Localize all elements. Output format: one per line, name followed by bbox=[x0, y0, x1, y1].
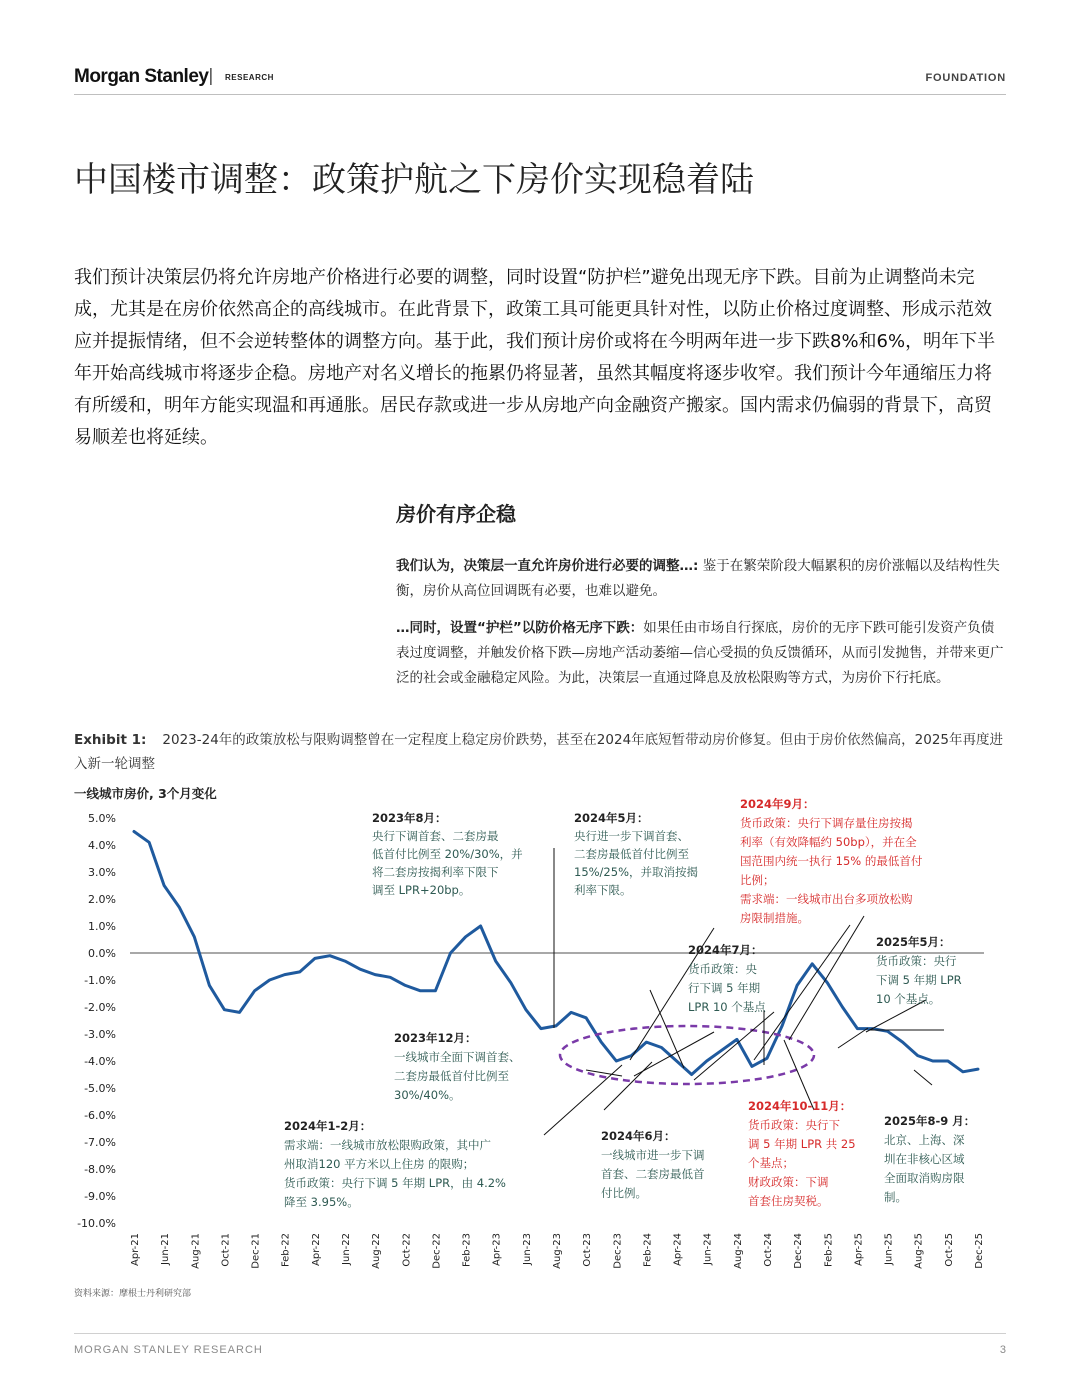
x-tick-label: Apr-23 bbox=[491, 1233, 503, 1266]
annotation-line: 个基点； bbox=[748, 1156, 794, 1170]
annotation-leader bbox=[838, 1028, 868, 1048]
annotation-line: 货币政策：央行 bbox=[876, 954, 957, 968]
annotation-leader bbox=[754, 925, 850, 1060]
chart-title: 一线城市房价, 3个月变化 bbox=[74, 786, 217, 801]
annotation-title: 2024年7月： bbox=[688, 943, 763, 957]
y-tick-label: -8.0% bbox=[84, 1163, 116, 1176]
annotation-line: 圳在非核心区域 bbox=[884, 1152, 965, 1166]
annotation-line: 一线城市进一步下调 bbox=[601, 1148, 705, 1162]
x-tick-label: Oct-23 bbox=[582, 1233, 594, 1267]
body-paragraph-2 bbox=[396, 616, 1006, 691]
annotation-leader bbox=[604, 1062, 652, 1110]
y-tick-label: -10.0% bbox=[77, 1217, 116, 1230]
y-tick-label: 1.0% bbox=[88, 920, 116, 933]
y-tick-label: -3.0% bbox=[84, 1028, 116, 1041]
annotation-title: 2024年5月： bbox=[574, 811, 649, 825]
y-tick-label: -2.0% bbox=[84, 1001, 116, 1014]
annotation-line: 二套房最低首付比例至 bbox=[394, 1069, 509, 1083]
annotation-line: 货币政策：央行下 bbox=[748, 1118, 840, 1132]
paragraph-lead: 我们认为，决策层一直允许房价进行必要的调整…: bbox=[396, 558, 699, 574]
y-tick-label: 3.0% bbox=[88, 866, 116, 879]
header-divider bbox=[74, 94, 1006, 95]
x-tick-label: Jun-22 bbox=[341, 1233, 352, 1265]
annotation-line: 央行下调首套、二套房最 bbox=[372, 829, 499, 843]
paragraph-lead: …同时，设置“护栏”以防价格无序下跌： bbox=[396, 620, 644, 636]
annotation-line: 州取消120 平方米以上住房 的限购； bbox=[284, 1157, 475, 1171]
intro-paragraph: 我们预计决策层仍将允许房地产价格进行必要的调整，同时设置“防护栏”避免出现无序下跌。目前为止调整尚未完成，尤其是在房价依然高企的高线城市。在此背景下，政策工具可能更具针对性，以防止价格过度调整、形成示范效应并提振情绪，但不会逆转整体的调整方向。基于此，我们预计房价或将在今明两年进一步下跌8%和6%，明年下半年开始高线城市将逐步企稳。房地产对名义增长的拖累仍将显著，虽然其幅度将逐步收窄。我们预计今年通缩压力将有所缓和，明年方能实现温和再通胀。居民存款或进一步从房地产向金融资产搬家。国内需求仍偏弱的背景下，高贸易顺差也将延续。 bbox=[74, 267, 996, 448]
y-tick-label: -1.0% bbox=[84, 974, 116, 987]
annotation-line: 北京、上海、深 bbox=[884, 1133, 965, 1147]
x-tick-label: Jun-21 bbox=[160, 1233, 172, 1265]
x-tick-label: Dec-23 bbox=[612, 1233, 624, 1269]
annotation-line: 货币政策：央行下调 5 年期 LPR，由 4.2% bbox=[284, 1176, 506, 1190]
annotation-title: 2025年8-9 月： bbox=[884, 1114, 976, 1128]
x-tick-label: Aug-21 bbox=[190, 1233, 202, 1269]
source-note: 资料来源：摩根士丹利研究部 bbox=[74, 1289, 192, 1299]
annotation-leader bbox=[914, 1070, 932, 1085]
annotation-title: 2024年1-2月： bbox=[284, 1119, 372, 1133]
x-tick-label: Oct-25 bbox=[943, 1233, 955, 1267]
annotation-line: 将二套房按揭利率下限下 bbox=[372, 865, 499, 879]
annotation-leader bbox=[694, 1012, 774, 1080]
y-tick-label: 4.0% bbox=[88, 839, 116, 852]
annotation-title: 2023年8月： bbox=[372, 811, 447, 825]
x-tick-label: Aug-24 bbox=[732, 1233, 744, 1269]
x-tick-label: Feb-23 bbox=[461, 1233, 473, 1268]
annotation-line: 比例； bbox=[740, 873, 775, 887]
x-tick-label: Oct-22 bbox=[401, 1233, 413, 1267]
x-tick-label: Feb-22 bbox=[280, 1233, 292, 1268]
page-title: 中国楼市调整：政策护航之下房价实现稳着陆 bbox=[74, 160, 754, 200]
annotation-title: 2023年12月： bbox=[394, 1031, 477, 1045]
annotation-line: 需求端：一线城市放松限购政策，其中广 bbox=[284, 1138, 491, 1152]
y-tick-label: 2.0% bbox=[88, 893, 116, 906]
annotation-line: 房限制措施。 bbox=[740, 911, 809, 925]
brand-research-label: RESEARCH bbox=[225, 73, 274, 82]
annotation-line: 付比例。 bbox=[601, 1186, 647, 1200]
exhibit-label: Exhibit 1: bbox=[74, 732, 147, 748]
y-tick-label: 5.0% bbox=[88, 812, 116, 825]
highlight-ellipse bbox=[560, 1026, 814, 1084]
paragraph-text: 如果任由市场自行探底，房价的无序下跌可能引发资产负债表过度调整，并触发价格下跌—房地产活动萎缩—信心受损的负反馈循环，从而引发抛售，并带来更广泛的社会或金融稳定风险。为此，决策层一直通过降息及放松限购等方式，为房价下行托底。 bbox=[396, 620, 1004, 686]
annotation-line: 国范围内统一执行 15% 的最低首付 bbox=[740, 854, 923, 868]
exhibit-caption bbox=[74, 728, 1004, 776]
body-paragraph-1 bbox=[396, 554, 1006, 604]
y-tick-label: -4.0% bbox=[84, 1055, 116, 1068]
section-label: FOUNDATION bbox=[925, 72, 1006, 84]
x-tick-label: Dec-21 bbox=[250, 1233, 262, 1269]
x-tick-label: Aug-23 bbox=[552, 1233, 563, 1269]
annotation-line: 央行进一步下调首套、 bbox=[574, 829, 689, 843]
annotation-line: 利率（有效降幅约 50bp），并在全 bbox=[740, 835, 917, 849]
annotation-line: 二套房最低首付比例至 bbox=[574, 847, 689, 861]
y-tick-label: -5.0% bbox=[84, 1082, 116, 1095]
house-price-chart bbox=[74, 780, 1006, 1280]
annotation-line: 10 个基点。 bbox=[876, 992, 941, 1006]
y-tick-label: -7.0% bbox=[84, 1136, 116, 1149]
annotation-line: 需求端：一线城市出台多项放松购 bbox=[740, 892, 913, 906]
x-tick-label: Feb-24 bbox=[642, 1233, 654, 1268]
exhibit-caption-text: 2023-24年的政策放松与限购调整曾在一定程度上稳定房价跌势，甚至在2024年底短暂带动房价修复。但由于房价依然偏高，2025年再度进入新一轮调整 bbox=[74, 732, 1004, 772]
annotation-line: 首套、二套房最低首 bbox=[601, 1167, 705, 1181]
brand-separator: | bbox=[208, 66, 214, 86]
annotation-title: 2025年5月： bbox=[876, 935, 951, 949]
x-tick-label: Feb-25 bbox=[823, 1233, 835, 1268]
annotation-line: 调至 LPR+20bp。 bbox=[372, 883, 471, 897]
annotation-leader bbox=[544, 1065, 622, 1135]
x-tick-label: Apr-24 bbox=[672, 1233, 684, 1266]
brand-logo: Morgan Stanley bbox=[74, 66, 209, 87]
annotation-line: 下调 5 年期 LPR bbox=[876, 973, 962, 987]
x-tick-label: Oct-24 bbox=[763, 1233, 774, 1267]
annotation-leader bbox=[634, 1032, 714, 1076]
y-tick-label: -6.0% bbox=[84, 1109, 116, 1122]
annotation-line: 低首付比例至 20%/30%，并 bbox=[372, 847, 523, 861]
annotation-line: 利率下限。 bbox=[574, 883, 632, 897]
annotation-line: 首套住房契税。 bbox=[748, 1194, 829, 1208]
footer-label: MORGAN STANLEY RESEARCH bbox=[74, 1344, 263, 1356]
x-tick-label: Dec-25 bbox=[974, 1233, 985, 1269]
footer-divider bbox=[74, 1333, 1006, 1334]
x-tick-label: Jun-24 bbox=[702, 1233, 714, 1265]
annotation-line: 一线城市全面下调首套、 bbox=[394, 1050, 521, 1064]
page-number: 3 bbox=[999, 1344, 1006, 1356]
annotation-line: 降至 3.95%。 bbox=[284, 1195, 359, 1209]
annotation-line: 财政政策：下调 bbox=[748, 1175, 829, 1189]
annotation-title: 2024年9月： bbox=[740, 797, 815, 811]
x-tick-label: Aug-25 bbox=[913, 1233, 925, 1269]
annotation-line: 货币政策：央行下调存量住房按揭 bbox=[740, 816, 913, 830]
annotation-line: 货币政策：央 bbox=[688, 962, 757, 976]
annotation-line: 行下调 5 年期 bbox=[688, 981, 761, 995]
x-tick-label: Jun-25 bbox=[883, 1233, 895, 1265]
x-tick-label: Apr-25 bbox=[853, 1233, 865, 1266]
x-tick-label: Oct-21 bbox=[220, 1233, 232, 1267]
annotation-line: 制。 bbox=[884, 1190, 907, 1204]
annotation-title: 2024年10-11月： bbox=[748, 1099, 852, 1113]
annotation-line: 全面取消购房限 bbox=[884, 1171, 965, 1185]
x-tick-label: Jun-23 bbox=[521, 1233, 533, 1265]
annotation-line: 15%/25%，并取消按揭 bbox=[574, 865, 698, 879]
x-tick-label: Dec-24 bbox=[793, 1233, 805, 1269]
annotation-line: 30%/40%。 bbox=[394, 1088, 461, 1102]
x-tick-label: Dec-22 bbox=[431, 1233, 443, 1269]
x-tick-label: Apr-22 bbox=[310, 1233, 322, 1266]
annotation-line: 调 5 年期 LPR 共 25 bbox=[748, 1137, 856, 1151]
y-tick-label: -9.0% bbox=[84, 1190, 116, 1203]
section-subheading: 房价有序企稳 bbox=[396, 502, 516, 526]
annotation-title: 2024年6月： bbox=[601, 1129, 676, 1143]
y-tick-label: 0.0% bbox=[88, 947, 116, 960]
x-tick-label: Apr-21 bbox=[130, 1233, 141, 1266]
paragraph-text: 鉴于在繁荣阶段大幅累积的房价涨幅以及结构性失衡，房价从高位回调既有必要，也难以避免。 bbox=[396, 558, 1000, 599]
x-tick-label: Aug-22 bbox=[371, 1233, 383, 1269]
annotation-line: LPR 10 个基点 bbox=[688, 1000, 766, 1014]
